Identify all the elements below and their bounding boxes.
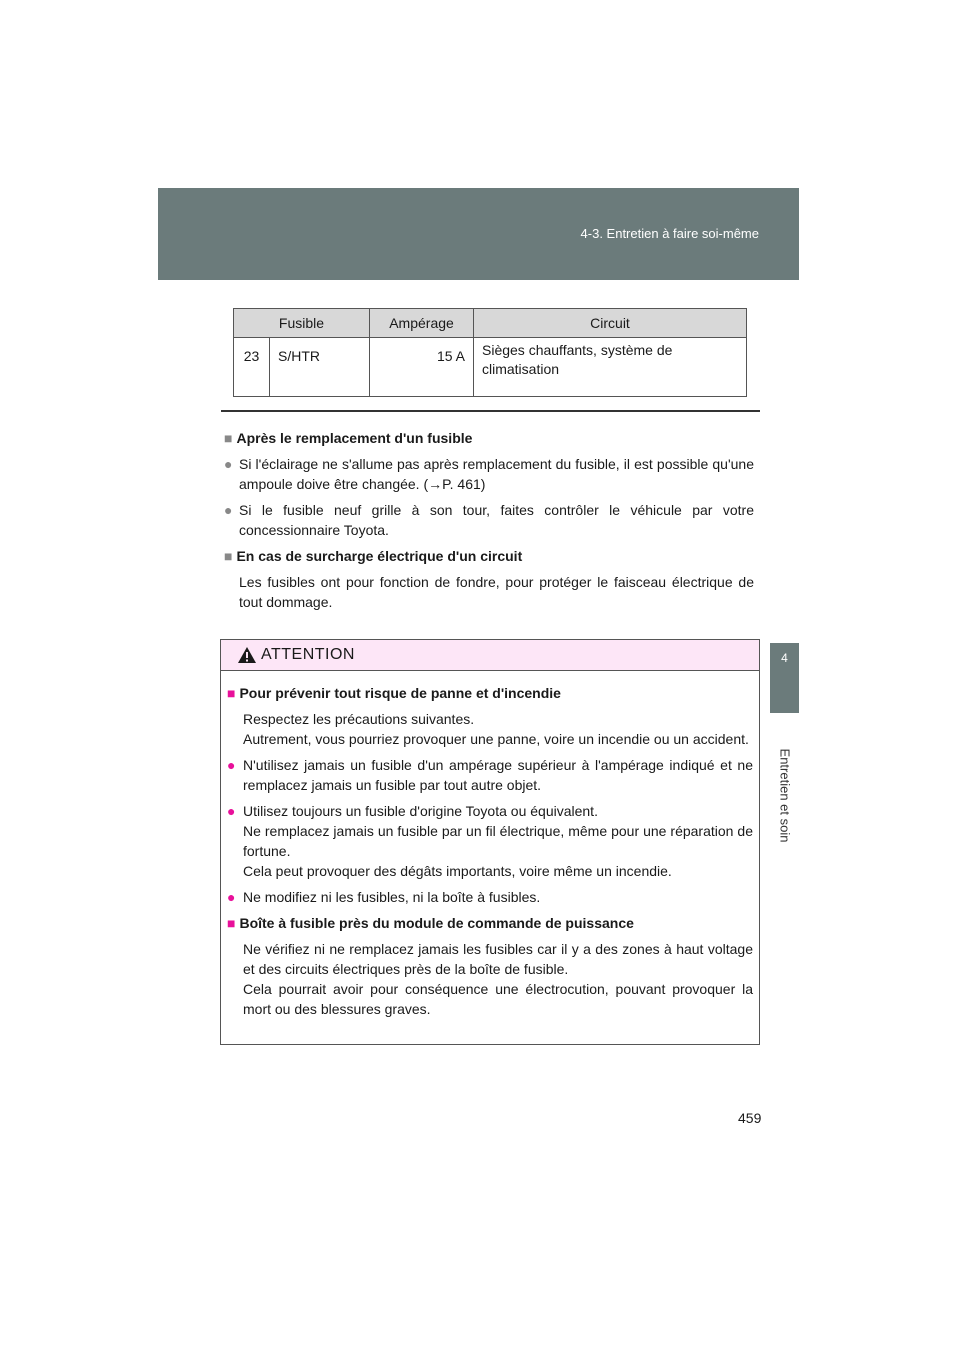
dot-bullet-icon: ●	[224, 502, 233, 518]
note-text: Les fusibles ont pour fonction de fondre, pour protéger le faisceau électrique de tout dommage.	[239, 574, 754, 610]
fuse-number: 23	[234, 338, 270, 397]
fuse-table-header	[234, 309, 747, 338]
fuse-circuit: Sièges chauffants, système de climatisation	[474, 338, 747, 397]
notes-section	[224, 428, 754, 618]
warning-text: Ne vérifiez ni ne remplacez jamais les fusibles car il y a des zones à haut voltage et des circuits électriques près de la boîte de fusible. Cela pourrait avoir pour conséquence une électrocution, pouvant provoquer la mort ou des blessures graves.	[243, 941, 753, 1017]
warning-box	[220, 639, 760, 1045]
warning-bullet: ● Ne modifiez ni les fusibles, ni la boîte à fusibles.	[227, 889, 541, 905]
warning-header	[221, 640, 759, 671]
note-bullet: ● Si l'éclairage ne s'allume pas après remplacement du fusible, il est possible qu'une ampoule doive être changée. (→P. 461)	[224, 456, 754, 492]
dot-bullet-icon: ●	[227, 803, 236, 819]
fuse-table	[233, 308, 747, 397]
fuse-name: S/HTR	[270, 338, 370, 397]
warning-triangle-icon	[237, 646, 257, 664]
chapter-tab-text: Entretien et soin	[777, 748, 793, 843]
warning-bullet: ● Utilisez toujours un fusible d'origine Toyota ou équivalent. Ne remplacez jamais un fusible par un fil électrique, même pour une réparation de fortune. Cela peut provoquer des dégâts importants, voire même un incendie.	[227, 803, 753, 879]
square-bullet-icon: ■	[227, 685, 236, 701]
page-number: 459	[738, 1110, 762, 1126]
dot-bullet-icon: ●	[227, 757, 236, 773]
note-bullet: ● Si le fusible neuf grille à son tour, faites contrôler le véhicule par votre concessionnaire Toyota.	[224, 502, 754, 538]
warning-heading: ■ Boîte à fusible près du module de commande de puissance	[227, 915, 634, 931]
fuse-amperage: 15 A	[370, 338, 474, 397]
col-header-fuse: Fusible	[234, 309, 370, 338]
warning-bullet: ● N'utilisez jamais un fusible d'un ampérage supérieur à l'ampérage indiqué et ne remplacez jamais un fusible par tout autre objet.	[227, 757, 753, 793]
col-header-circuit: Circuit	[474, 309, 747, 338]
col-header-amperage: Ampérage	[370, 309, 474, 338]
dot-bullet-icon: ●	[227, 889, 236, 905]
square-bullet-icon: ■	[224, 548, 233, 564]
square-bullet-icon: ■	[224, 430, 233, 446]
note-heading: ■ En cas de surcharge électrique d'un circuit	[224, 548, 523, 564]
warning-heading: ■ Pour prévenir tout risque de panne et d'incendie	[227, 685, 561, 701]
warning-title: ATTENTION	[261, 646, 355, 663]
warning-text: Respectez les précautions suivantes. Autrement, vous pourriez provoquer une panne, voire un incendie ou un accident.	[243, 711, 749, 747]
section-header	[158, 188, 799, 280]
note-heading: ■ Après le remplacement d'un fusible	[224, 430, 473, 446]
chapter-tab-label	[770, 713, 799, 878]
dot-bullet-icon: ●	[224, 456, 233, 472]
chapter-tab-number: 4	[770, 643, 799, 713]
square-bullet-icon: ■	[227, 915, 236, 931]
divider	[221, 410, 760, 412]
warning-body	[221, 671, 759, 1019]
table-row	[234, 338, 747, 397]
section-title: 4-3. Entretien à faire soi-même	[580, 226, 759, 241]
